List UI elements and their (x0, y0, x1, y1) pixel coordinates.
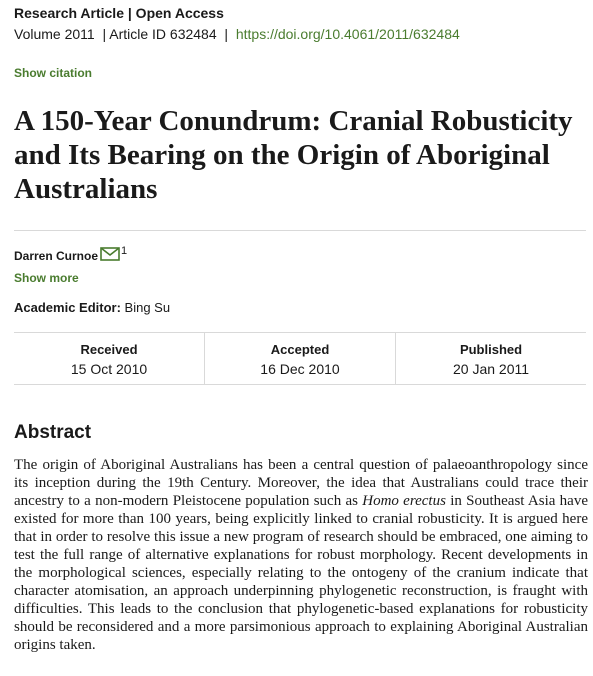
article-type-label: Research Article | Open Access (14, 5, 224, 21)
article-id-text: | Article ID 632484 (102, 26, 217, 42)
date-label: Accepted (270, 342, 330, 357)
article-meta-line (14, 26, 460, 42)
date-label: Published (459, 342, 523, 357)
show-more-button[interactable]: Show more (14, 271, 79, 285)
doi-link[interactable]: https://doi.org/10.4061/2011/632484 (235, 26, 460, 42)
academic-editor (14, 300, 170, 315)
date-value: 20 Jan 2011 (452, 361, 530, 377)
academic-editor-name: Bing Su (124, 300, 171, 315)
abstract-text-italic: Homo erectus (362, 493, 446, 509)
date-label: Received (80, 342, 138, 357)
abstract-text (14, 456, 588, 654)
meta-separator: | (224, 26, 229, 42)
divider (14, 230, 586, 231)
date-accepted (205, 332, 396, 384)
date-received (14, 332, 205, 384)
article-title: A 150-Year Conundrum: Cranial Robusticity and Its Bearing on the Origin of Aboriginal Australians (14, 105, 573, 205)
show-citation-button[interactable]: Show citation (14, 66, 92, 80)
publication-dates (14, 332, 586, 384)
academic-editor-label: Academic Editor: (14, 300, 121, 315)
abstract-text-part2: in Southeast Asia have existed for more than 100 years, being explicitly linked to cranial robusticity. It is argued here that in order to resolve this issue a new program of research should be embraced, one aiming to test the full range of alternative explanations for robust morphology. Recent developments in the morphological sciences, especially relating to the ontogeny of the cranium indicate that character atomisation, an approach underpinning phylogenetic reconstruction, is fraught with difficulties. This leads to the conclusion that phylogenetic-based explanations for robusticity should be reconsidered and a more parsimonious approach to explaining Aboriginal Australian origins taken. (14, 493, 588, 653)
author-row (14, 245, 127, 263)
dates-bottom-divider (14, 384, 586, 385)
date-published (396, 332, 586, 384)
affiliation-marker: 1 (121, 245, 128, 257)
author-name[interactable]: Darren Curnoe (14, 249, 99, 263)
date-value: 16 Dec 2010 (260, 361, 340, 377)
volume-text: Volume 2011 (14, 26, 95, 42)
date-value: 15 Oct 2010 (70, 361, 148, 377)
abstract-text-part1: The origin of Aboriginal Australians has been a central question of palaeoanthropology since its inception during the 19th Century. Moreover, the idea that Australians could trace their ancestry to a non-modern Pleistocene population such as (14, 457, 588, 509)
mail-icon[interactable] (100, 247, 120, 261)
abstract-heading: Abstract (14, 422, 92, 443)
